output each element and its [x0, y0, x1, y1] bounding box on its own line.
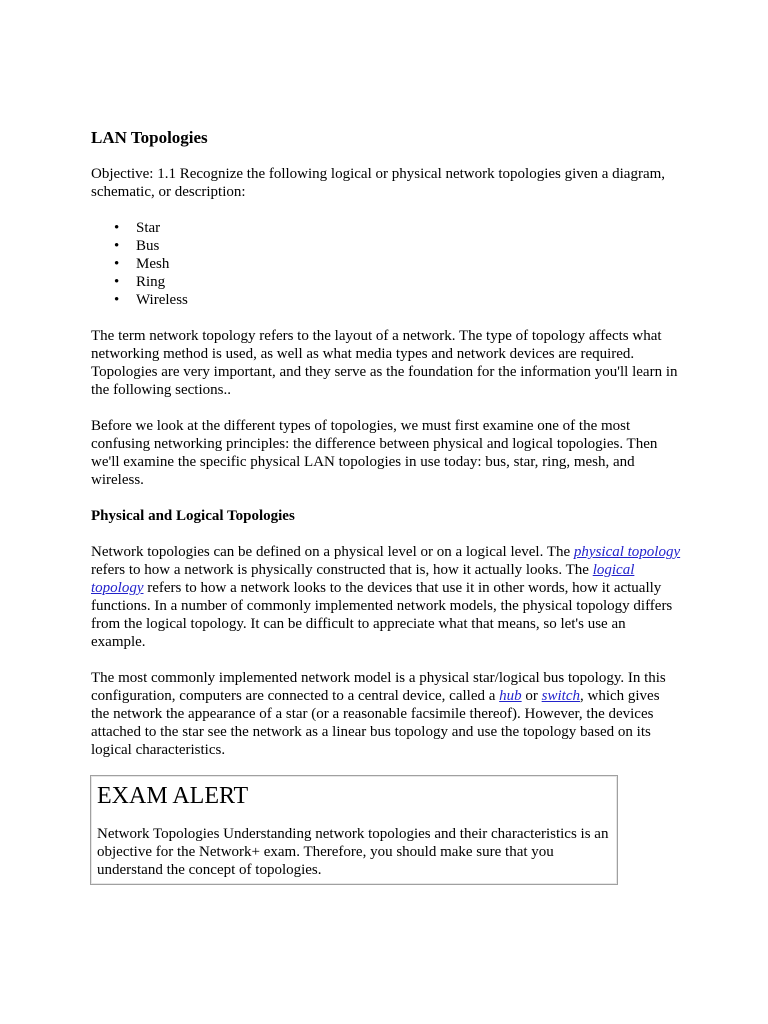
section-heading: Physical and Logical Topologies [91, 508, 295, 524]
hub-link[interactable]: hub [499, 688, 522, 704]
paragraph-text: The most commonly implemented network model is a physical star/logical bus topology. In this configuration, computers are connected to a central device, called a [91, 670, 666, 704]
list-item: • Star [136, 219, 681, 237]
list-item: • Bus [136, 237, 681, 255]
page-title: LAN Topologies [91, 128, 208, 147]
topology-list [91, 219, 681, 309]
physical-topology-link[interactable]: physical topology [573, 544, 681, 560]
paragraph-text: refers to how a network looks to the devices that use it in other words, how it actually functions. In a number of commonly implemented network models, the physical topology differs from the logical topology. It can be difficult to appreciate what that means, so let's use an example. [91, 580, 673, 650]
objective-text: Objective: 1.1 Recognize the following logical or physical network topologies given a diagram, schematic, or description: [91, 166, 666, 200]
list-item: • Wireless [136, 291, 681, 309]
logical-topology-link[interactable]: logical topology [91, 562, 635, 596]
paragraph-text: Network topologies can be defined on a physical level or on a logical level. The [91, 544, 574, 560]
switch-link[interactable]: switch [541, 688, 580, 704]
exam-alert-title: EXAM ALERT [97, 783, 249, 809]
definition-paragraph [91, 543, 681, 651]
exam-alert-box [90, 775, 618, 885]
list-item: • Mesh [136, 255, 681, 273]
paragraph-text: , which gives the network the appearance of a star (or a reasonable facsimile thereof). However, the devices attached to the star see the network as a linear bus topology and use the topology based on its logical characteristics. [91, 688, 660, 758]
paragraph-text: refers to how a network is physically constructed that is, how it actually looks. The [91, 562, 593, 578]
intro-paragraph: The term network topology refers to the layout of a network. The type of topology affects what networking method is used, as well as what media types and network devices are required. Topologies are very important, and they serve as the foundation for the information you'll learn in the following sections.. [91, 328, 678, 398]
example-paragraph [91, 669, 681, 759]
exam-alert-text: Network Topologies Understanding network topologies and their characteristics is an objective for the Network+ exam. Therefore, you should make sure that you understand the concept of topologies. [97, 826, 609, 878]
overview-paragraph: Before we look at the different types of topologies, we must first examine one of the most confusing networking principles: the difference between physical and logical topologies. Then we'll examine the specific physical LAN topologies in use today: bus, star, ring, mesh, and wireless. [91, 418, 658, 488]
paragraph-text: or [521, 688, 542, 704]
list-item: • Ring [136, 273, 681, 291]
document-body [91, 128, 681, 777]
